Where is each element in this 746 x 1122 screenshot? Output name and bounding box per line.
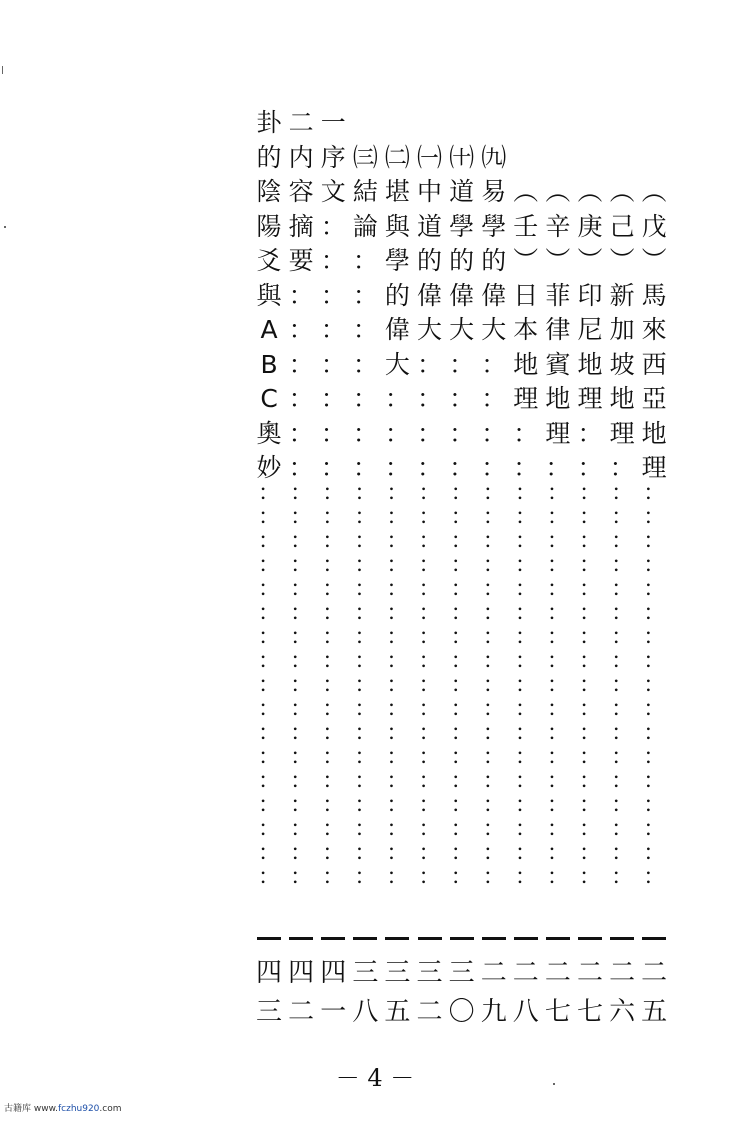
leader-dot: ： [611, 504, 634, 530]
leader-dot: ： [514, 528, 537, 554]
leader-dot: ： [290, 552, 313, 578]
leader-dot: ： [450, 672, 473, 698]
leader-dot: ： [258, 624, 281, 650]
leader-dot: ： [643, 648, 666, 674]
leader-dot: ： [546, 552, 569, 578]
leader-dot: ： [514, 504, 537, 530]
leader-dot: ： [290, 816, 313, 842]
leader-dot: ： [643, 768, 666, 794]
toc-row: 陰 容 文 結 堪 中 道 易 ︵ ︵ ︵ ︵ ︵ [256, 177, 667, 206]
leader-dot: ： [290, 768, 313, 794]
leader-dot: ： [643, 528, 666, 554]
leader-dot: ： [611, 696, 634, 722]
leader-dot: ： [611, 552, 634, 578]
leader-dot: ： [258, 480, 281, 506]
leader-dot: ： [450, 696, 473, 722]
leader-dot: ： [514, 600, 537, 626]
leader-dot: ： [546, 696, 569, 722]
leader-dot: ： [354, 504, 377, 530]
leader-dot: ： [611, 840, 634, 866]
dash-separator [289, 937, 313, 940]
dash-separator [514, 937, 538, 940]
leader-dot: ： [579, 792, 602, 818]
leader-dot: ： [482, 552, 505, 578]
leader-dot: ： [290, 792, 313, 818]
dash-separator [482, 937, 506, 940]
leader-dot: ： [386, 768, 409, 794]
leader-dot: ： [579, 672, 602, 698]
leader-dot: ： [611, 744, 634, 770]
leader-dot: ： [354, 864, 377, 890]
leader-dot: ： [258, 504, 281, 530]
leader-dot: ： [546, 504, 569, 530]
leader-dot: ： [643, 816, 666, 842]
leader-dot: ： [354, 792, 377, 818]
leader-dot: ： [643, 720, 666, 746]
leader-dot: ： [290, 600, 313, 626]
leader-dot: ： [290, 504, 313, 530]
leader-dot: ： [611, 528, 634, 554]
leader-dot: ： [611, 792, 634, 818]
leader-dot: ： [354, 552, 377, 578]
leader-dot: ： [611, 600, 634, 626]
leader-dot: ： [290, 840, 313, 866]
leader-dot: ： [418, 768, 441, 794]
leader-dot: ： [418, 816, 441, 842]
leader-dot: ： [643, 696, 666, 722]
leader-dot: ： [514, 672, 537, 698]
leader-dot: ： [482, 696, 505, 722]
leader-dot: ： [514, 696, 537, 722]
leader-dot: ： [258, 600, 281, 626]
toc-row: C ： ： ： ： ： ： ： 理 地 理 地 亞 [260, 384, 667, 413]
leader-dot: ： [258, 744, 281, 770]
leader-dot: ： [643, 864, 666, 890]
leader-dot: ： [482, 744, 505, 770]
leader-dot: ： [386, 648, 409, 674]
leader-dot: ： [418, 792, 441, 818]
dash-separator [610, 937, 634, 940]
leader-dot: ： [482, 480, 505, 506]
leader-dot: ： [322, 648, 345, 674]
leader-dot: ： [546, 480, 569, 506]
leader-dot: ： [354, 744, 377, 770]
leader-dot: ： [322, 744, 345, 770]
leader-dot: ： [418, 696, 441, 722]
leader-dot: ： [643, 600, 666, 626]
leader-dot: ： [514, 720, 537, 746]
leader-dot: ： [546, 792, 569, 818]
leader-dot: ： [386, 528, 409, 554]
leader-dot: ： [450, 504, 473, 530]
dash-separator [353, 937, 377, 940]
leader-dot: ： [579, 648, 602, 674]
leader-dot: ： [386, 864, 409, 890]
leader-dot: ： [258, 696, 281, 722]
leader-dot: ： [354, 480, 377, 506]
leader-dot: ： [290, 744, 313, 770]
leader-dot: ： [643, 480, 666, 506]
leader-dot: ： [322, 864, 345, 890]
toc-row: 陽 摘 ： 論 與 道 學 學 壬 辛 庚 己 戊 [256, 211, 667, 241]
leader-dot: ： [354, 528, 377, 554]
leader-dot: ： [579, 720, 602, 746]
leader-dot: ： [643, 672, 666, 698]
leader-dot: ： [290, 576, 313, 602]
leader-dot: ： [482, 768, 505, 794]
leader-dot: ： [546, 624, 569, 650]
leader-dot: ： [418, 480, 441, 506]
leader-dot: ： [322, 720, 345, 746]
scan-mark [4, 226, 6, 228]
leader-dot: ： [546, 528, 569, 554]
dash-separator [385, 937, 409, 940]
dash-separator [450, 937, 474, 940]
scan-mark [2, 66, 3, 74]
leader-dot: ： [450, 840, 473, 866]
leader-dot: ： [322, 792, 345, 818]
dash-separator [642, 937, 666, 940]
page-number-line: 三 二 一 八 五 二 〇 九 八 七 七 六 五 [256, 997, 668, 1027]
watermark-suffix: .com [99, 1104, 122, 1114]
leader-dot: ： [322, 768, 345, 794]
leader-dot: ： [482, 648, 505, 674]
leader-dot: ： [450, 792, 473, 818]
leader-dot: ： [354, 696, 377, 722]
leader-dot: ： [290, 528, 313, 554]
toc-row: 爻 要 ： ： 學 的 的 的 ︶ ︶ ︶ ︶ ︶ [256, 246, 667, 275]
leader-dot: ： [290, 624, 313, 650]
leader-dot: ： [579, 768, 602, 794]
leader-dot: ： [386, 696, 409, 722]
page-number-line: 四 四 四 三 三 三 三 二 二 二 二 二 二 [256, 958, 668, 988]
toc-row: B ： ： ： 大 ： ： ： 地 賓 地 坡 西 [260, 349, 667, 379]
leader-dot: ： [546, 672, 569, 698]
leader-dot: ： [482, 816, 505, 842]
leader-dot: ： [258, 792, 281, 818]
leader-dot: ： [386, 672, 409, 698]
leader-dot: ： [514, 744, 537, 770]
leader-dot: ： [354, 600, 377, 626]
leader-dot: ： [418, 864, 441, 890]
toc-row: 卦 二 一 [256, 108, 346, 137]
toc-row: A ： ： ： 偉 大 大 大 本 律 尼 加 來 [260, 315, 667, 344]
leader-dot: ： [354, 816, 377, 842]
leader-dot: ： [418, 576, 441, 602]
dash-separator [418, 937, 442, 940]
leader-dot: ： [611, 480, 634, 506]
leader-dot: ： [386, 744, 409, 770]
dash-separator [257, 937, 281, 940]
leader-dot: ： [386, 504, 409, 530]
leader-dot: ： [579, 528, 602, 554]
leader-dot: ： [450, 864, 473, 890]
leader-dot: ： [418, 600, 441, 626]
leader-dot: ： [322, 528, 345, 554]
leader-dot: ： [322, 600, 345, 626]
leader-dot: ： [643, 624, 666, 650]
leader-dot: ： [514, 840, 537, 866]
leader-dot: ： [643, 576, 666, 602]
leader-dot: ： [290, 480, 313, 506]
leader-dot: ： [418, 840, 441, 866]
leader-dot: ： [514, 792, 537, 818]
leader-dot: ： [482, 624, 505, 650]
leader-dot: ： [290, 672, 313, 698]
leader-dot: ： [322, 576, 345, 602]
leader-dot: ： [258, 816, 281, 842]
leader-dot: ： [450, 528, 473, 554]
toc-row: 奧 ： ： ： ： ： ： ： ： 理 ： 理 地 [256, 418, 667, 448]
leader-dot: ： [579, 840, 602, 866]
leader-dot: ： [643, 840, 666, 866]
leader-dot: ： [514, 624, 537, 650]
leader-dot: ： [579, 624, 602, 650]
leader-dot: ： [386, 792, 409, 818]
leader-dot: ： [418, 552, 441, 578]
leader-dot: ： [514, 816, 537, 842]
leader-dot: ： [450, 576, 473, 602]
toc-row: 的 内 序 ㈢ ㈡ ㈠ ㈩ ㈨ [256, 142, 507, 172]
leader-dot: ： [546, 840, 569, 866]
leader-dot: ： [354, 840, 377, 866]
leader-dot: ： [290, 864, 313, 890]
leader-dot: ： [450, 624, 473, 650]
leader-dot: ： [354, 648, 377, 674]
leader-dot: ： [482, 864, 505, 890]
leader-dot: ： [579, 552, 602, 578]
leader-dot: ： [386, 600, 409, 626]
leader-dot: ： [386, 480, 409, 506]
leader-dot: ： [354, 624, 377, 650]
leader-dot: ： [579, 600, 602, 626]
leader-dot: ： [450, 720, 473, 746]
leader-dot: ： [418, 744, 441, 770]
leader-dot: ： [579, 744, 602, 770]
leader-dot: ： [322, 552, 345, 578]
toc-row: 與 ： ： ： 的 偉 偉 偉 日 菲 印 新 馬 [256, 280, 667, 310]
leader-dot: ： [418, 648, 441, 674]
leader-dot: ： [322, 624, 345, 650]
leader-dot: ： [258, 528, 281, 554]
leader-dot: ： [579, 504, 602, 530]
leader-dot: ： [546, 864, 569, 890]
leader-dot: ： [514, 648, 537, 674]
leader-dot: ： [418, 624, 441, 650]
leader-dot: ： [450, 744, 473, 770]
leader-dot: ： [611, 720, 634, 746]
dash-separator [578, 937, 602, 940]
leader-dot: ： [418, 672, 441, 698]
leader-dot: ： [579, 864, 602, 890]
leader-dot: ： [546, 768, 569, 794]
leader-dot: ： [514, 864, 537, 890]
leader-dot: ： [643, 792, 666, 818]
leader-dot: ： [611, 816, 634, 842]
leader-dot: ： [386, 552, 409, 578]
leader-dot: ： [322, 504, 345, 530]
leader-dot: ： [386, 816, 409, 842]
leader-dot: ： [579, 816, 602, 842]
leader-dot: ： [354, 768, 377, 794]
leader-dot: ： [290, 696, 313, 722]
leader-dot: ： [643, 744, 666, 770]
leader-dot: ： [546, 816, 569, 842]
leader-dot: ： [514, 552, 537, 578]
watermark-prefix: 古籍库 www. [4, 1104, 58, 1114]
dash-separator [321, 937, 345, 940]
leader-dot: ： [611, 624, 634, 650]
leader-dot: ： [450, 552, 473, 578]
leader-dot: ： [482, 672, 505, 698]
leader-dot: ： [258, 720, 281, 746]
leader-dot: ： [611, 672, 634, 698]
leader-dot: ： [418, 720, 441, 746]
leader-dot: ： [386, 576, 409, 602]
leader-dot: ： [482, 600, 505, 626]
leader-dot: ： [579, 696, 602, 722]
leader-dot: ： [546, 648, 569, 674]
leader-dot: ： [386, 624, 409, 650]
leader-dot: ： [546, 720, 569, 746]
leader-dot: ： [450, 480, 473, 506]
leader-dot: ： [258, 672, 281, 698]
leader-dot: ： [482, 792, 505, 818]
page-number-footer: － 4 － [335, 1064, 415, 1092]
leader-dot: ： [546, 600, 569, 626]
leader-dot: ： [643, 504, 666, 530]
leader-dot: ： [258, 576, 281, 602]
leader-dot: ： [418, 504, 441, 530]
leader-dot: ： [482, 576, 505, 602]
leader-dot: ： [546, 744, 569, 770]
leader-dot: ： [450, 648, 473, 674]
leader-dot: ： [322, 672, 345, 698]
leader-dot: ： [514, 768, 537, 794]
leader-dot: ： [611, 648, 634, 674]
leader-dot: ： [354, 672, 377, 698]
leader-dot: ： [322, 840, 345, 866]
watermark-domain: fczhu920 [57, 1104, 100, 1114]
leader-dot: ： [579, 576, 602, 602]
leader-dot: ： [354, 576, 377, 602]
leader-dot: ： [643, 552, 666, 578]
leader-dot: ： [482, 840, 505, 866]
leader-dot: ： [450, 768, 473, 794]
leader-dot: ： [611, 576, 634, 602]
leader-dot: ： [290, 648, 313, 674]
leader-dot: ： [322, 816, 345, 842]
leader-dot: ： [290, 720, 313, 746]
toc-row: 妙 ： ： ： ： ： ： ： ： ： ： ： 理 [256, 453, 667, 482]
leader-dot: ： [258, 552, 281, 578]
leader-dot: ： [579, 480, 602, 506]
leader-dot: ： [322, 696, 345, 722]
leader-dot: ： [482, 528, 505, 554]
leader-dot: ： [482, 504, 505, 530]
watermark [4, 1101, 122, 1114]
leader-dot: ： [258, 840, 281, 866]
leader-dot: ： [482, 720, 505, 746]
scan-mark [553, 1083, 555, 1085]
leader-dot: ： [386, 840, 409, 866]
leader-dot: ： [611, 768, 634, 794]
dash-separator [546, 937, 570, 940]
leader-dot: ： [386, 720, 409, 746]
leader-dot: ： [258, 864, 281, 890]
leader-dot: ： [258, 648, 281, 674]
leader-dot: ： [354, 720, 377, 746]
leader-dot: ： [450, 600, 473, 626]
leader-dot: ： [611, 864, 634, 890]
leader-dot: ： [322, 480, 345, 506]
leader-dot: ： [450, 816, 473, 842]
leader-dot: ： [258, 768, 281, 794]
leader-dot: ： [546, 576, 569, 602]
leader-dot: ： [514, 480, 537, 506]
leader-dot: ： [514, 576, 537, 602]
leader-dot: ： [418, 528, 441, 554]
